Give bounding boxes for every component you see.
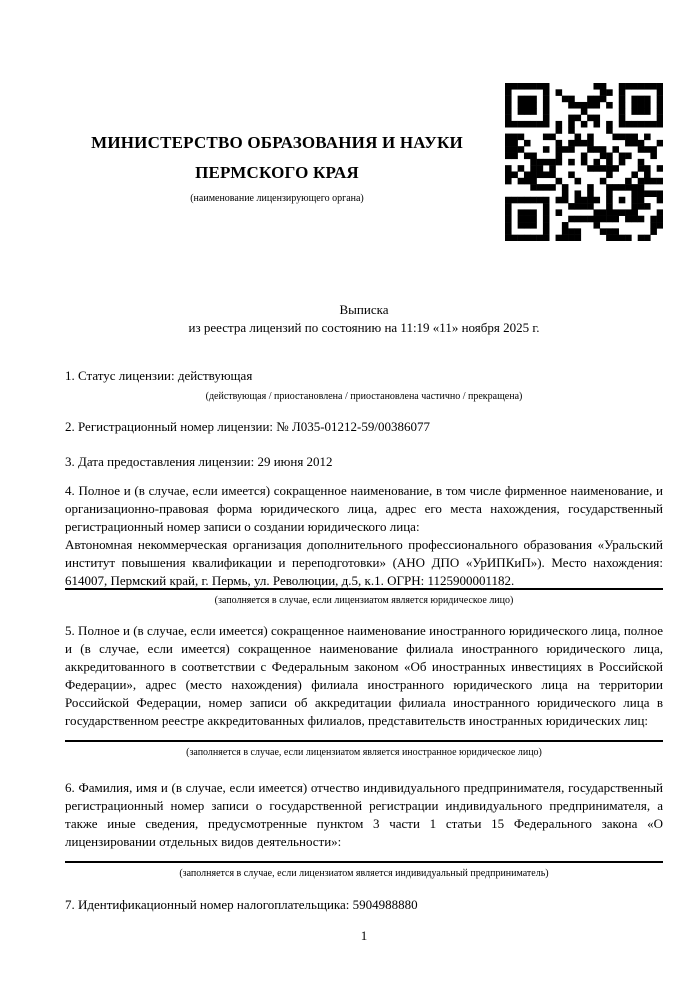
item-6-individual-entrepreneur xyxy=(65,779,663,851)
item-1-license-status xyxy=(65,367,663,403)
ministry-name-line2: ПЕРМСКОГО КРАЯ xyxy=(195,163,359,182)
item-2-text: 2. Регистрационный номер лицензии: № Л035-01212-59/00386077 xyxy=(65,419,431,434)
licensing-authority-header xyxy=(65,128,489,205)
item-2-registration-number xyxy=(65,418,663,436)
item-1-text: 1. Статус лицензии: действующая xyxy=(65,368,253,383)
item-3-text: 3. Дата предоставления лицензии: 29 июня 2012 xyxy=(65,454,333,469)
item-6-fill-line xyxy=(65,861,663,880)
document-title-line1: Выписка xyxy=(339,302,389,317)
item-4-value: Автономная некоммерческая организация дополнительного профессионального образования «Уральский институт повышения квалификации и переподготовки» (АНО ДПО «УрИПКиП»). Место нахождения: 614007, Пермский край, г. Пермь, ул. Революции, д.5, к.1. ОГРН: 1125900001182. xyxy=(65,537,663,588)
item-1-caption: (действующая / приостановлена / приостановлена частично / прекращена) xyxy=(205,391,523,402)
item-4-legal-entity-name xyxy=(65,482,663,590)
item-5-text: 5. Полное и (в случае, если имеется) сокращенное наименование иностранного юридического лица, полное и (в случае, если имеется) сокращенное наименование филиала иностранного юридического лица, аккредитованного в соответствии с Федеральным законом «Об иностранных инвестициях в Российской Федерации», адрес (место нахождения) филиала иностранного юридического лица на территории Российской Федерации, номер записи об аккредитации филиала иностранного юридического лица в государственном реестре аккредитованных филиалов, представительств иностранных юридических лиц: xyxy=(65,623,663,728)
page-number: 1 xyxy=(360,928,368,943)
ministry-name-line1: МИНИСТЕРСТВО ОБРАЗОВАНИЯ И НАУКИ xyxy=(91,133,463,152)
document-title-line2: из реестра лицензий по состоянию на 11:19 «11» ноября 2025 г. xyxy=(188,319,540,335)
item-3-license-grant-date xyxy=(65,453,663,471)
item-5-fill-line xyxy=(65,740,663,759)
item-7-taxpayer-id xyxy=(65,896,663,914)
item-4-fill-line xyxy=(65,588,663,607)
document-title xyxy=(65,301,663,336)
item-5-foreign-entity xyxy=(65,622,663,730)
ministry-caption: (наименование лицензирующего органа) xyxy=(190,193,364,204)
item-4-text: 4. Полное и (в случае, если имеется) сокращенное наименование, в том числе фирменное наименование, и организационно-правовая форма юридического лица, адрес его места нахождения, государственный регистрационный номер записи о создании юридического лица: xyxy=(65,483,663,534)
item-6-text: 6. Фамилия, имя и (в случае, если имеется) отчество индивидуального предпринимателя, государственный регистрационный номер записи о государственной регистрации индивидуального предпринимателя, а также иные сведения, предусмотренные пунктом 3 части 1 статьи 15 Федерального закона «О лицензировании отдельных видов деятельности»: xyxy=(65,780,663,849)
item-6-caption: (заполняется в случае, если лицензиатом является индивидуальный предприниматель) xyxy=(179,868,549,879)
qr-code xyxy=(505,83,663,241)
item-7-text: 7. Идентификационный номер налогоплательщика: 5904988880 xyxy=(65,897,418,912)
item-5-caption: (заполняется в случае, если лицензиатом является иностранное юридическое лицо) xyxy=(186,747,542,758)
item-4-caption: (заполняется в случае, если лицензиатом является юридическое лицо) xyxy=(214,595,514,606)
